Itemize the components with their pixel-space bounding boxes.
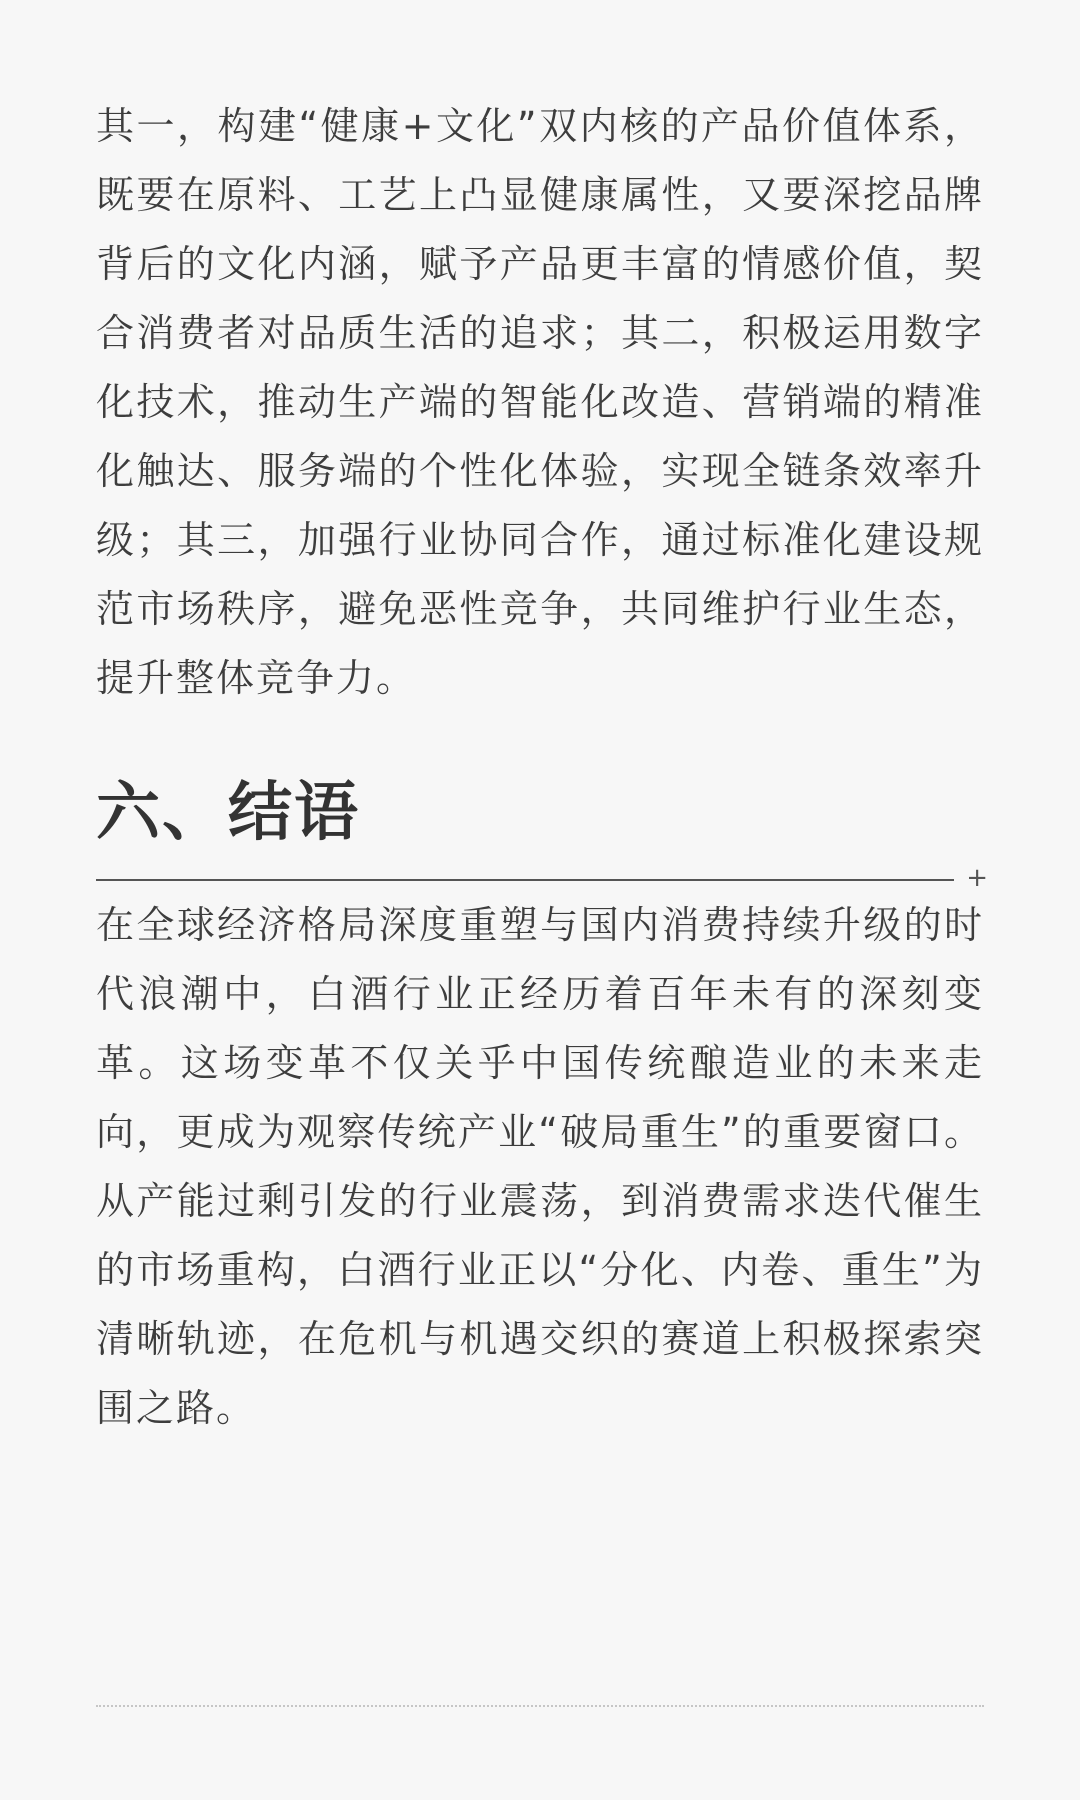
heading-divider bbox=[96, 863, 988, 893]
article-paragraph: 在全球经济格局深度重塑与国内消费持续升级的时代浪潮中，白酒行业正经历着百年未有的深刻变革。这场变革不仅关乎中国传统酿造业的未来走向，更成为观察传统产业“破局重生”的重要窗口。从产能过剩引发的行业震荡，到消费需求迭代催生的市场重构，白酒行业正以“分化、内卷、重生”为清晰轨迹，在危机与机遇交织的赛道上积极探索突围之路。 bbox=[96, 903, 984, 1430]
footer-divider bbox=[96, 1705, 984, 1707]
article-paragraph: 其一，构建“健康+文化”双内核的产品价值体系，既要在原料、工艺上凸显健康属性，又要深挖品牌背后的文化内涵，赋予产品更丰富的情感价值，契合消费者对品质生活的追求；其二，积极运用数字化技术，推动生产端的智能化改造、营销端的精准化触达、服务端的个性化体验，实现全链条效率升级；其三，加强行业协同合作，通过标准化建设规范市场秩序，避免恶性竞争，共同维护行业生态，提升整体竞争力。 bbox=[96, 104, 984, 700]
section-heading: 六、结语 bbox=[96, 776, 360, 850]
article-body bbox=[96, 92, 988, 1443]
plus-icon: + bbox=[966, 863, 988, 893]
